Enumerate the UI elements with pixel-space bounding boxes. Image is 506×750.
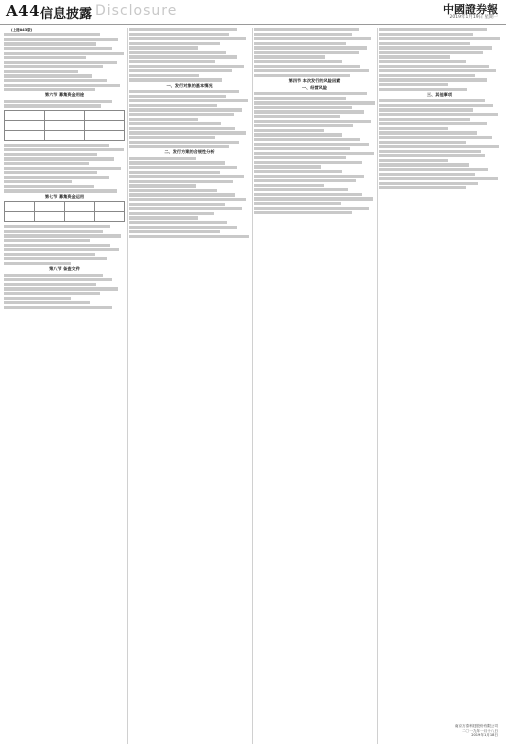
body-text-line (4, 230, 103, 233)
body-text-line (4, 162, 89, 165)
body-text-line (129, 42, 220, 45)
body-text-line (129, 51, 226, 54)
body-text-line (4, 292, 100, 295)
body-text-line (4, 244, 110, 247)
body-text-line (379, 154, 485, 157)
body-text-line (254, 175, 364, 178)
body-text-line (379, 108, 473, 111)
body-text-line (254, 170, 342, 173)
body-text-line (4, 297, 71, 300)
body-text-line (129, 221, 227, 224)
body-text-line (254, 211, 352, 214)
body-text-line (379, 74, 475, 77)
body-text-line (254, 129, 324, 132)
body-text-line (4, 33, 100, 36)
board-date: 二〇一九年一月十八日 (462, 728, 498, 733)
column-divider (377, 28, 378, 744)
body-text-line (254, 188, 348, 191)
body-text-line (129, 33, 229, 36)
body-text-line (129, 65, 244, 68)
body-text-line (254, 51, 359, 54)
column-divider (127, 28, 128, 744)
body-text-line (4, 239, 90, 242)
body-text-line (379, 177, 498, 180)
body-text-line (254, 193, 362, 196)
body-text-line (4, 70, 78, 73)
section-heading: 三、其他事项 (426, 91, 453, 97)
body-text-line (254, 33, 352, 36)
body-text-line (254, 42, 346, 45)
company-name: 南京万泰科技股份有限公司 (454, 724, 498, 729)
body-text-line (254, 65, 360, 68)
masthead (0, 0, 506, 25)
body-text-line (379, 118, 470, 121)
body-text-line (4, 189, 117, 192)
body-text-line (379, 55, 450, 58)
body-text-line (4, 65, 103, 68)
section-heading: 第七节 募集资金运用 (44, 193, 85, 199)
body-text-line (4, 301, 90, 304)
body-text-line (129, 69, 232, 72)
body-text-line (379, 69, 496, 72)
body-text-line (129, 189, 217, 192)
body-text-line (129, 113, 234, 116)
body-text-line (4, 84, 120, 87)
body-text-line (4, 74, 92, 77)
body-text-line (379, 163, 469, 166)
body-text-line (379, 83, 448, 86)
body-text-line (129, 184, 196, 187)
body-text-line (129, 99, 248, 102)
body-text-line (254, 165, 321, 168)
body-text-line (254, 197, 373, 200)
body-text-line (254, 110, 364, 113)
body-text-line (129, 161, 225, 164)
body-text-line (129, 198, 246, 201)
body-text-line (129, 28, 237, 31)
article-columns (4, 28, 502, 746)
body-text-line (379, 168, 488, 171)
body-text-line (129, 175, 244, 178)
body-text-line (379, 122, 487, 125)
body-text-line (129, 78, 222, 81)
section-heading: 第六节 募集资金用途 (44, 92, 85, 98)
body-text-line (379, 88, 467, 91)
body-text-line (129, 131, 246, 134)
body-text-line (129, 212, 214, 215)
body-text-line (129, 108, 242, 111)
newspaper-logo: 中國證券報 (443, 3, 498, 16)
body-text-line (254, 115, 340, 118)
body-text-line (129, 122, 221, 125)
body-text-line (379, 145, 499, 148)
column-1 (4, 28, 125, 744)
body-text-line (4, 283, 96, 286)
body-text-line (254, 74, 350, 77)
body-text-line (4, 225, 110, 228)
body-text-line (129, 193, 235, 196)
section-title-cn: 信息披露 (40, 7, 93, 22)
section-title-en: Disclosure (95, 3, 178, 19)
page-code: A44 (6, 2, 41, 20)
body-text-line (129, 127, 235, 130)
body-text-line (129, 145, 229, 148)
body-text-line (129, 90, 239, 93)
issue-date: 2019年1月19日 星期一 (449, 15, 498, 20)
data-table (4, 201, 125, 222)
section-subheading: 一、经营风险 (301, 84, 328, 90)
column-4 (379, 28, 500, 744)
body-text-line (4, 104, 101, 107)
body-text-line (379, 150, 481, 153)
body-text-line (4, 167, 121, 170)
body-text-line (4, 306, 112, 309)
body-text-line (379, 131, 477, 134)
body-text-line (254, 101, 375, 104)
body-text-line (129, 171, 220, 174)
body-text-line (254, 152, 374, 155)
body-text-line (254, 92, 367, 95)
body-text-line (4, 42, 96, 45)
body-text-line (129, 203, 225, 206)
body-text-line (4, 153, 97, 156)
body-text-line (4, 38, 118, 41)
body-text-line (4, 185, 94, 188)
body-text-line (4, 61, 117, 64)
body-text-line (4, 234, 121, 237)
column-2 (129, 28, 250, 744)
body-text-line (4, 52, 124, 55)
body-text-line (4, 257, 107, 260)
body-text-line (379, 42, 470, 45)
body-text-line (4, 144, 109, 147)
signature-block (455, 724, 498, 738)
body-text-line (254, 55, 325, 58)
body-text-line (129, 166, 237, 169)
section-heading: 二、发行方案的合规性分析 (164, 149, 215, 155)
body-text-line (129, 37, 246, 40)
body-text-line (254, 97, 346, 100)
body-text-line (129, 180, 233, 183)
body-text-line (4, 274, 103, 277)
body-text-line (379, 28, 487, 31)
body-text-line (254, 106, 352, 109)
body-text-line (254, 60, 342, 63)
body-text-line (254, 124, 353, 127)
body-text-line (129, 104, 217, 107)
body-text-line (129, 46, 198, 49)
body-text-line (129, 60, 215, 63)
column-3 (254, 28, 375, 744)
body-text-line (254, 156, 346, 159)
body-text-line (129, 141, 239, 144)
body-text-line (254, 138, 360, 141)
body-text-line (4, 262, 71, 265)
body-text-line (4, 287, 118, 290)
body-text-line (379, 186, 466, 189)
data-table (4, 110, 125, 141)
body-text-line (4, 47, 112, 50)
body-text-line (379, 46, 492, 49)
body-text-line (254, 184, 324, 187)
body-text-line (379, 182, 478, 185)
body-text-line (379, 78, 487, 81)
body-text-line (4, 253, 95, 256)
body-text-line (4, 148, 124, 151)
section-heading: 第四节 本次发行的风险因素 (288, 77, 341, 83)
body-text-line (254, 133, 342, 136)
body-text-line (254, 120, 371, 123)
body-text-line (379, 141, 466, 144)
body-text-line (129, 235, 249, 238)
body-text-line (129, 230, 220, 233)
body-text-line (254, 207, 369, 210)
body-text-line (4, 79, 107, 82)
body-text-line (379, 136, 492, 139)
body-text-line (4, 157, 114, 160)
body-text-line (4, 171, 97, 174)
body-text-line (254, 28, 359, 31)
notice-date: 2019年1月18日 (471, 733, 498, 738)
body-text-line (379, 104, 493, 107)
body-text-line (129, 207, 242, 210)
body-text-line (4, 88, 95, 91)
body-text-line (379, 37, 500, 40)
body-text-line (379, 173, 475, 176)
body-text-line (4, 180, 72, 183)
body-text-line (4, 278, 112, 281)
section-heading: 一、发行对象的基本情况 (166, 82, 213, 88)
body-text-line (379, 99, 485, 102)
body-text-line (129, 226, 237, 229)
section-heading: 第八节 备查文件 (49, 266, 80, 272)
continued-label: (上接A43版) (11, 28, 33, 32)
body-text-line (129, 157, 196, 160)
body-text-line (379, 159, 448, 162)
body-text-line (4, 100, 112, 103)
body-text-line (254, 69, 369, 72)
body-text-line (129, 55, 237, 58)
column-divider (252, 28, 253, 744)
body-text-line (129, 216, 198, 219)
body-text-line (379, 60, 466, 63)
body-text-line (254, 179, 356, 182)
body-text-line (379, 113, 498, 116)
body-text-line (4, 248, 119, 251)
body-text-line (379, 65, 489, 68)
body-text-line (254, 37, 371, 40)
body-text-line (254, 147, 350, 150)
body-text-line (4, 56, 86, 59)
body-text-line (4, 176, 109, 179)
body-text-line (254, 202, 341, 205)
body-text-line (379, 127, 448, 130)
body-text-line (379, 33, 473, 36)
body-text-line (379, 51, 483, 54)
body-text-line (254, 46, 367, 49)
body-text-line (129, 118, 198, 121)
body-text-line (129, 74, 199, 77)
body-text-line (129, 95, 226, 98)
body-text-line (129, 136, 215, 139)
body-text-line (254, 143, 369, 146)
body-text-line (254, 161, 362, 164)
